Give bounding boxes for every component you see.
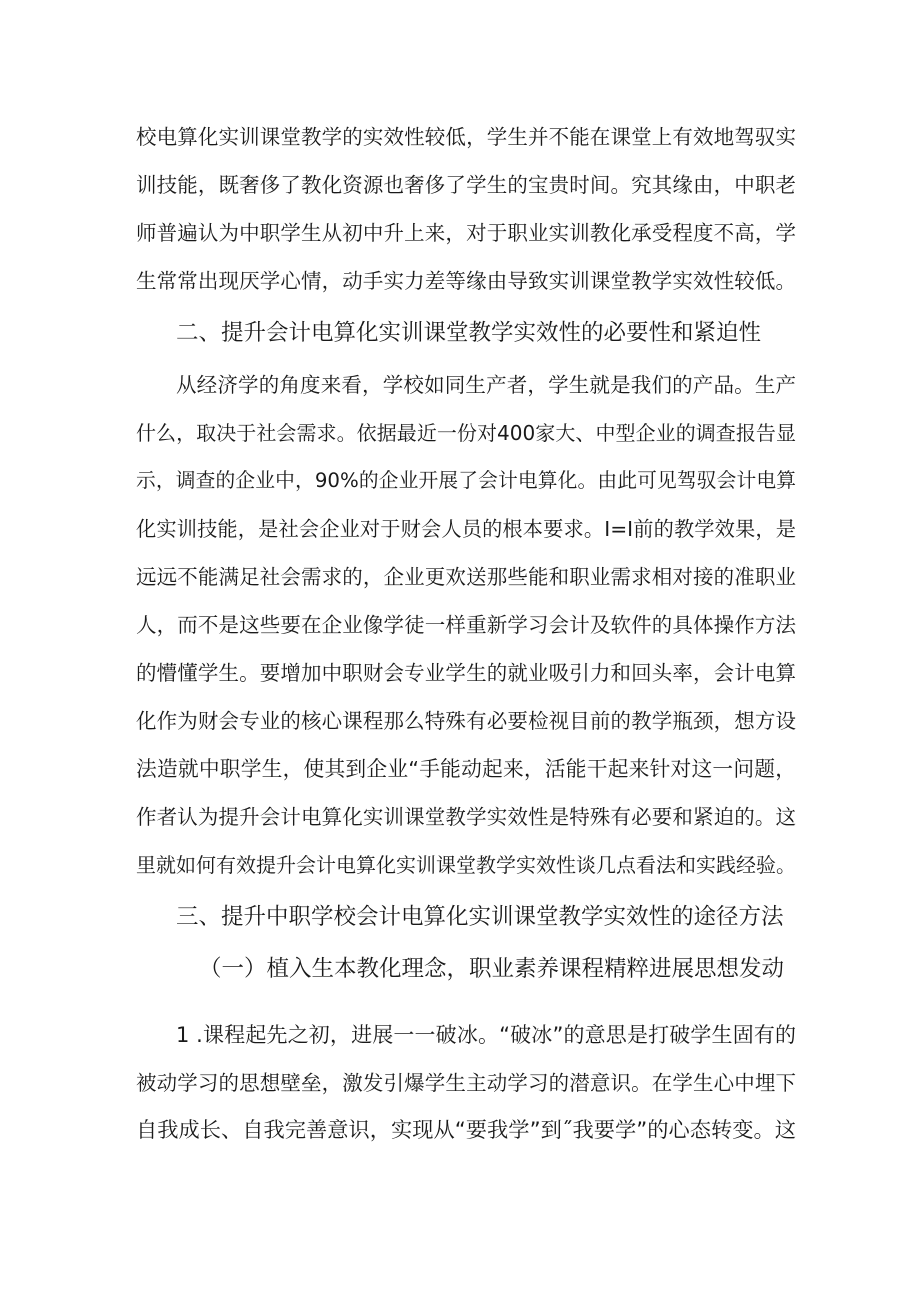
paragraph-3-line-2: 被动学习的思想壁垒，激发引爆学生主动学习的潜意识。在学生心中埋下 — [136, 1071, 796, 1095]
paragraph-3-line-1: 1 .课程起先之初，进展一一破冰。“破冰”的意思是打破学生固有的 — [176, 1023, 796, 1047]
paragraph-2-line-7: 的懵懂学生。要增加中职财会专业学生的就业吸引力和回头率，会计电算 — [136, 661, 796, 685]
paragraph-1-line-1: 校电算化实训课堂教学的实效性较低，学生并不能在课堂上有效地驾驭实 — [136, 125, 796, 149]
paragraph-2-line-10: 作者认为提升会计电算化实训课堂教学实效性是特殊有必要和紧迫的。这 — [136, 805, 796, 829]
paragraph-3-line-3: 自我成长、自我完善意识，实现从“要我学”到˝我要学”的心态转变。这 — [136, 1118, 796, 1143]
section-heading-3: 三、提升中职学校会计电算化实训课堂教学实效性的途径方法 — [176, 904, 784, 930]
paragraph-2-line-2: 什么，取决于社会需求。依据最近一份对400家大、中型企业的调查报告显 — [136, 421, 796, 445]
paragraph-2-line-9: 法造就中职学生，使其到企业“手能动起来，活能干起来针对这一问题， — [136, 757, 796, 781]
paragraph-2-line-6: 人，而不是这些要在企业像学徒一样重新学习会计及软件的具体操作方法 — [136, 613, 796, 637]
paragraph-2-line-11: 里就如何有效提升会计电算化实训课堂教学实效性谈几点看法和实践经验。 — [136, 853, 796, 877]
subsection-heading-1: （一）植入生本教化理念，职业素养课程精粹进展思想发动 — [199, 956, 785, 982]
paragraph-1-line-4: 生常常出现厌学心情，动手实力差等缘由导致实训课堂教学实效性较低。 — [136, 269, 796, 293]
paragraph-1-line-3: 师普遍认为中职学生从初中升上来，对于职业实训教化承受程度不高，学 — [136, 221, 796, 245]
paragraph-2-line-8: 化作为财会专业的核心课程那么特殊有必要检视目前的教学瓶颈，想方设 — [136, 709, 796, 733]
section-heading-2: 二、提升会计电算化实训课堂教学实效性的必要性和紧迫性 — [176, 320, 762, 346]
paragraph-1-line-2: 训技能，既奢侈了教化资源也奢侈了学生的宝贵时间。究其缘由，中职老 — [136, 173, 796, 197]
paragraph-2-line-1: 从经济学的角度来看，学校如同生产者，学生就是我们的产品。生产 — [176, 373, 796, 397]
paragraph-2-line-4: 化实训技能，是社会企业对于财会人员的根本要求。I=I前的教学效果，是 — [136, 517, 796, 541]
paragraph-2-line-5: 远远不能满足社会需求的，企业更欢送那些能和职业需求相对接的准职业 — [136, 565, 796, 589]
paragraph-2-line-3: 示，调查的企业中，90%的企业开展了会计电算化。由此可见驾驭会计电算 — [136, 469, 796, 492]
